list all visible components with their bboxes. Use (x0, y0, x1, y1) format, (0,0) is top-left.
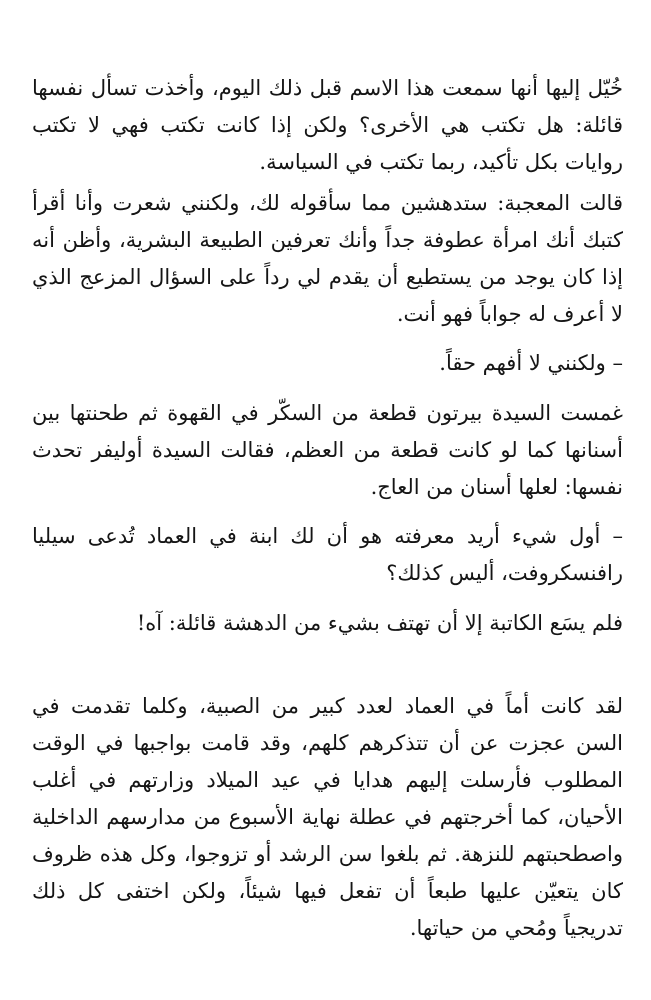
paragraph-3: – ولكنني لا أفهم حقاً. (439, 351, 623, 375)
paragraph-2: قالت المعجبة: ستدهشين مما سأقوله لك، ولكنني شعرت وأنا أقرأ كتبك أنك امرأة عطوفة جداً وأنك تعرفين الطبيعة البشرية، وأظن أنه إذا كان يوجد من يستطيع أن يقدم لي رداً على السؤال المزعج الذي لا أعرف له جواباً فهو أنت. (32, 191, 623, 326)
paragraph-7: لقد كانت أماً في العماد لعدد كبير من الصبية، وكلما تقدمت في السن عجزت عن أن تتذكرهم كلهم، وقد قامت بواجبها في الوقت المطلوب فأرسلت إليهم هدايا في عيد الميلاد وزارتهم في أغلب الأحيان، كما أخرجتهم في عطلة نهاية الأسبوع من مدارسهم الداخلية واصطحبتهم للنزهة. ثم بلغوا سن الرشد أو تزوجوا، وكل هذه ظروف كان يتعيّن عليها طبعاً أن تفعل فيها شيئاً، ولكن اختفى كل ذلك تدريجياً ومُحي من حياتها. (32, 694, 624, 940)
paragraph-5: – أول شيء أريد معرفته هو أن لك ابنة في العماد تُدعى سيليا رافنسكروفت، أليس كذلك؟ (32, 524, 623, 585)
paragraph-4: غمست السيدة بيرتون قطعة من السكّر في القهوة ثم طحنتها بين أسنانها كما لو كانت قطعة من العظم، فقالت السيدة أوليفر تحدث نفسها: لعلها أسنان من العاج. (32, 401, 623, 499)
paragraph-1: خُيّل إليها أنها سمعت هذا الاسم قبل ذلك اليوم، وأخذت تسأل نفسها قائلة: هل تكتب هي الأخرى؟ ولكن إذا كانت تكتب فهي لا تكتب روايات بكل تأكيد، ربما تكتب في السياسة. (32, 76, 623, 174)
paragraph-6: فلم يسَع الكاتبة إلا أن تهتف بشيء من الدهشة قائلة: آه! (136, 611, 623, 635)
